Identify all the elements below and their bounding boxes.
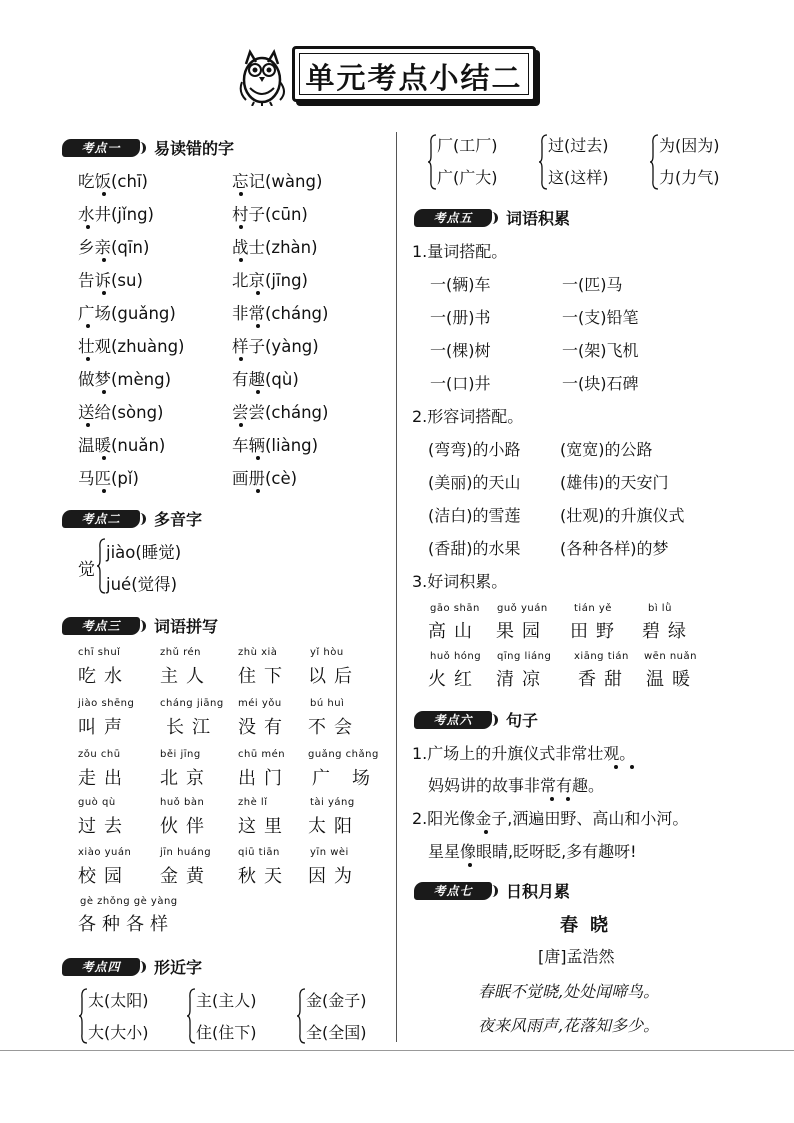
poem-title: 春晓 [560,915,620,936]
emphasis-dot [630,765,634,769]
pinyin: bì lǜ [648,603,672,614]
badge-4: 考点四 [62,958,140,976]
brace-icon [538,134,548,190]
emphasis-dot [256,390,260,394]
word-item: 广场(guǎng) [78,304,176,323]
sentence-line: 妈妈讲的故事非常有趣。 [428,776,605,795]
section-heading-2 [62,507,202,530]
pinyin: qīng liáng [497,651,552,662]
badge-3: 考点三 [62,617,140,635]
pinyin: wēn nuǎn [644,651,697,662]
emphasis-dot [614,765,618,769]
word-item: 水井(jǐng) [78,205,154,224]
hanzi: 不会 [308,717,360,738]
word-item: 乡亲(qīn) [78,238,150,257]
pinyin: gè zhǒng gè yàng [80,896,178,907]
sentence-line: 2.阳光像金子,洒遍田野、高山和小河。 [412,809,689,828]
hanzi: 广场 [312,768,392,789]
similar-char: 这(这样) [548,168,609,187]
word-item: 马匹(pǐ) [78,469,139,488]
badge-7: 考点七 [414,882,492,900]
hanzi: 香甜 [578,669,630,690]
adjective-item: (弯弯)的小路 [428,440,521,459]
badge-1: 考点一 [62,139,140,157]
hanzi: 因为 [308,866,360,887]
emphasis-dot [239,192,243,196]
pinyin: zhù xià [238,647,278,658]
pinyin: guǎng chǎng [308,749,379,760]
word-item: 非常(cháng) [232,304,329,323]
word-item: 壮观(zhuàng) [78,337,185,356]
emphasis-dot [239,357,243,361]
pinyin: yǐ hòu [310,647,344,658]
hanzi: 太阳 [308,816,360,837]
emphasis-dot [239,225,243,229]
adjective-item: (各种各样)的梦 [560,539,669,558]
pinyin: cháng jiāng [160,698,224,709]
section-title-7: 日积月累 [506,882,571,901]
emphasis-dot [86,423,90,427]
emphasis-dot [102,192,106,196]
emphasis-dot [239,258,243,262]
hanzi: 北京 [160,768,212,789]
section-heading-5 [414,206,570,229]
section-heading-7 [414,879,570,902]
pinyin: guò qù [78,797,116,808]
word-item: 北京(jīng) [232,271,308,290]
word-item: 尝尝(cháng) [232,403,329,422]
pinyin: zhè lǐ [238,797,268,808]
hanzi: 这里 [238,816,290,837]
measure-word-item: 一(块)石碑 [562,374,639,393]
pinyin: zhǔ rén [160,647,201,658]
hanzi: 果园 [496,621,548,642]
word-item: 温暖(nuǎn) [78,436,166,455]
emphasis-dot [86,324,90,328]
hanzi: 主人 [160,666,212,687]
adjective-item: (雄伟)的天安门 [560,473,669,492]
section-heading-1 [62,136,234,159]
measure-word-item: 一(棵)树 [430,341,491,360]
poem-line: 夜来风雨声,花落知多少。 [478,1016,660,1035]
brace-icon [649,134,659,190]
hanzi: 以后 [308,666,360,687]
similar-char: 金(金子) [306,991,367,1010]
title-banner [236,42,536,110]
pinyin: tián yě [574,603,612,614]
measure-word-item: 一(匹)马 [562,275,623,294]
pinyin: xiāng tián [574,651,629,662]
polyphone-reading: jiào(睡觉) [106,543,182,562]
measure-word-item: 一(册)书 [430,308,491,327]
hanzi: 清凉 [496,669,548,690]
section-title-6: 句子 [506,711,539,730]
word-item: 忘记(wàng) [232,172,323,191]
word-item: 车辆(liàng) [232,436,319,455]
similar-char: 为(因为) [659,136,720,155]
word-item: 有趣(qù) [232,370,299,389]
brace-icon [96,538,106,594]
pinyin: chū mén [238,749,286,760]
similar-char: 厂(工厂) [437,136,498,155]
emphasis-dot [239,423,243,427]
word-item: 告诉(su) [78,271,143,290]
section-title-5: 词语积累 [506,209,571,228]
emphasis-dot [468,863,472,867]
hanzi: 各种各样 [78,914,174,935]
hanzi: 长江 [166,717,218,738]
question-heading: 1.量词搭配。 [412,242,508,261]
emphasis-dot [102,258,106,262]
badge-2: 考点二 [62,510,140,528]
brace-icon [78,988,88,1044]
word-item: 战士(zhàn) [232,238,318,257]
hanzi: 火红 [428,669,480,690]
pinyin: gāo shān [430,603,480,614]
emphasis-dot [102,456,106,460]
hanzi: 出门 [238,768,290,789]
hanzi: 过去 [78,816,130,837]
emphasis-dot [566,797,570,801]
pinyin: méi yǒu [238,698,282,709]
emphasis-dot [102,390,106,394]
pinyin: zǒu chū [78,749,121,760]
brace-icon [427,134,437,190]
page-title: 单元考点小结二 [305,61,523,95]
pinyin: xiào yuán [78,847,132,858]
section-title-2: 多音字 [154,510,203,529]
word-item: 样子(yàng) [232,337,319,356]
question-heading: 2.形容词搭配。 [412,407,524,426]
similar-char: 力(力气) [659,168,720,187]
similar-char: 广(广大) [437,168,498,187]
similar-char: 大(大小) [88,1023,149,1042]
pinyin: guǒ yuán [497,603,548,614]
polyphone-reading: jué(觉得) [106,575,178,594]
emphasis-dot [256,291,260,295]
emphasis-dot [102,489,106,493]
hanzi: 温暖 [646,669,698,690]
hanzi: 高山 [428,621,480,642]
similar-char: 全(全国) [306,1023,367,1042]
measure-word-item: 一(架)飞机 [562,341,639,360]
pinyin: běi jīng [160,749,201,760]
pinyin: jiào shēng [78,698,135,709]
column-divider [396,132,397,1042]
word-item: 画册(cè) [232,469,298,488]
brace-icon [186,988,196,1044]
pinyin: huǒ bàn [160,797,205,808]
word-item: 村子(cūn) [232,205,308,224]
hanzi: 吃水 [78,666,130,687]
hanzi: 校园 [78,866,130,887]
hanzi: 碧绿 [642,621,694,642]
section-heading-4 [62,955,202,978]
hanzi: 秋天 [238,866,290,887]
owl-icon [236,44,292,106]
pinyin: bú huì [310,698,345,709]
hanzi: 伙伴 [160,816,212,837]
section-title-4: 形近字 [154,958,203,977]
similar-char: 住(住下) [196,1023,257,1042]
section-title-3: 词语拼写 [154,617,219,636]
word-item: 送给(sòng) [78,403,164,422]
polyphone-char: 觉 [78,560,95,580]
measure-word-item: 一(口)井 [430,374,491,393]
adjective-item: (壮观)的升旗仪式 [560,506,685,525]
footer-line [0,1050,794,1051]
emphasis-dot [256,489,260,493]
emphasis-dot [550,797,554,801]
question-heading: 3.好词积累。 [412,572,508,591]
hanzi: 没有 [238,717,290,738]
adjective-item: (宽宽)的公路 [560,440,653,459]
emphasis-dot [484,830,488,834]
adjective-item: (香甜)的水果 [428,539,521,558]
hanzi: 叫声 [78,717,130,738]
brace-icon [296,988,306,1044]
word-item: 做梦(mèng) [78,370,172,389]
pinyin: tài yáng [310,797,355,808]
emphasis-dot [102,291,106,295]
pinyin: qiū tiān [238,847,280,858]
badge-6: 考点六 [414,711,492,729]
measure-word-item: 一(辆)车 [430,275,491,294]
emphasis-dot [86,225,90,229]
poem-author: [唐]孟浩然 [538,947,615,966]
similar-char: 主(主人) [196,991,257,1010]
similar-char: 过(过去) [548,136,609,155]
hanzi: 田野 [570,621,622,642]
pinyin: huǒ hóng [430,651,482,662]
pinyin: chī shuǐ [78,647,121,658]
word-item: 吃饭(chī) [78,172,148,191]
adjective-item: (美丽)的天山 [428,473,521,492]
emphasis-dot [256,324,260,328]
title-box [292,46,536,102]
hanzi: 金黄 [160,866,212,887]
emphasis-dot [86,357,90,361]
poem-line: 春眠不觉晓,处处闻啼鸟。 [478,982,660,1001]
measure-word-item: 一(支)铅笔 [562,308,639,327]
pinyin: jīn huáng [160,847,212,858]
badge-5: 考点五 [414,209,492,227]
similar-char: 太(太阳) [88,991,149,1010]
section-title-1: 易读错的字 [154,139,235,158]
section-heading-6 [414,708,538,731]
sentence-line: 1.广场上的升旗仪式非常壮观。 [412,744,636,763]
hanzi: 走出 [78,768,130,789]
section-heading-3 [62,614,218,637]
adjective-item: (洁白)的雪莲 [428,506,521,525]
emphasis-dot [256,456,260,460]
pinyin: yīn wèi [310,847,349,858]
hanzi: 住下 [238,666,290,687]
sentence-line: 星星像眼睛,眨呀眨,多有趣呀! [428,842,637,861]
